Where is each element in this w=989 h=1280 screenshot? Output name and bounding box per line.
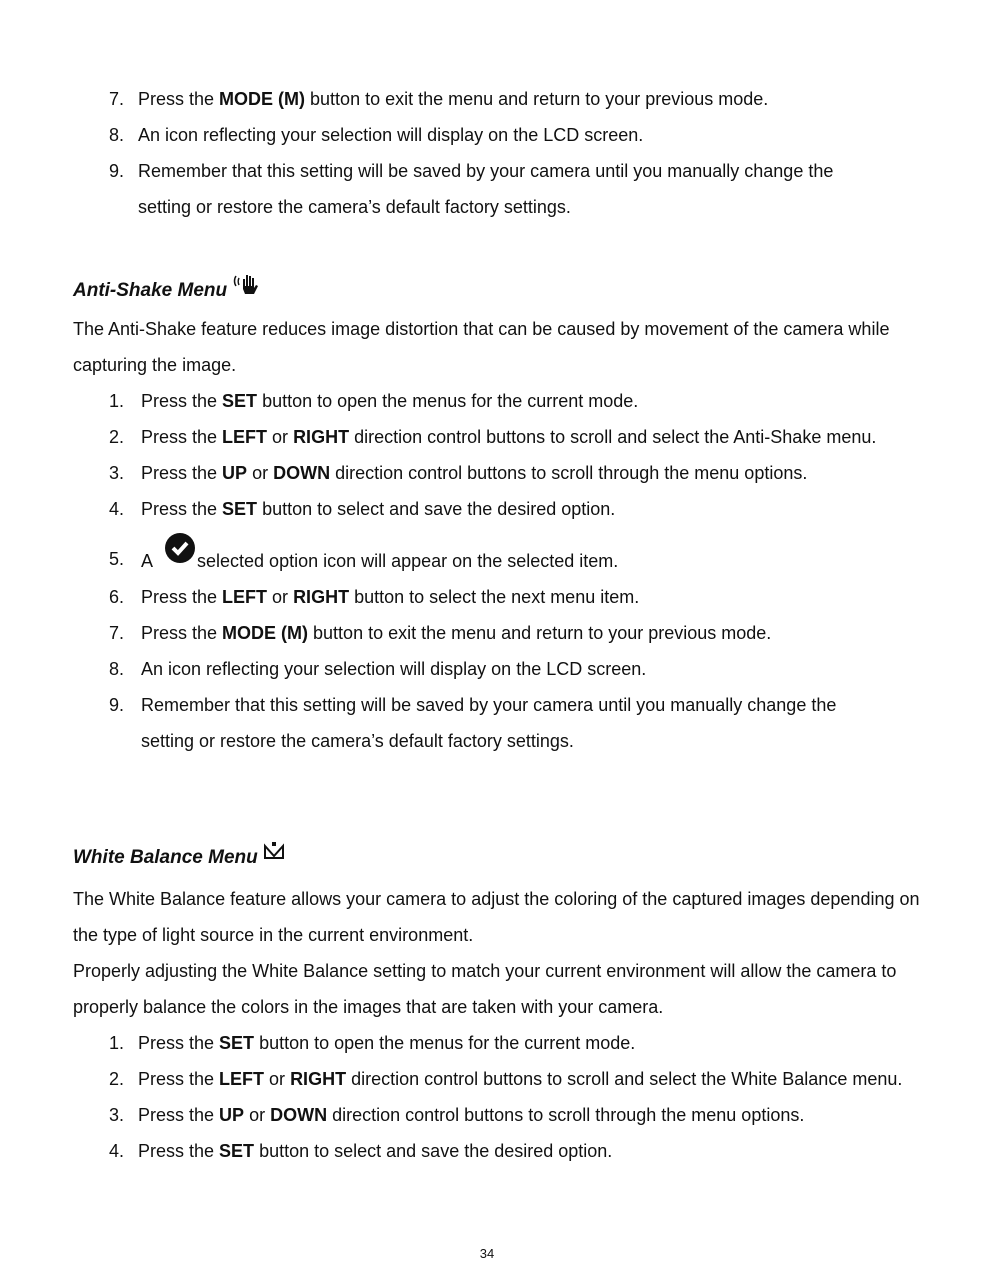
list-item bbox=[0, 687, 890, 759]
item-text: button to select and save the desired option. bbox=[254, 1141, 613, 1161]
check-circle-icon bbox=[165, 533, 195, 563]
item-number: 7. bbox=[108, 623, 124, 643]
item-text: Press the bbox=[141, 623, 223, 643]
bold-button-name: RIGHT bbox=[293, 587, 350, 607]
item-text: selected option icon will appear on the selected item. bbox=[197, 551, 619, 571]
white-balance-icon bbox=[263, 847, 285, 868]
list-item bbox=[0, 1061, 910, 1097]
hand-shake-icon bbox=[232, 280, 260, 301]
item-text: A bbox=[141, 551, 158, 571]
item-text: Press the bbox=[141, 587, 223, 607]
item-text: button to exit the menu and return to your previous mode. bbox=[305, 89, 769, 109]
item-text: An icon reflecting your selection will display on the LCD screen. bbox=[138, 125, 644, 145]
item-text: button to open the menus for the current mode. bbox=[257, 391, 639, 411]
bold-button-name: MODE (M) bbox=[222, 623, 309, 643]
list-item bbox=[0, 1097, 910, 1133]
item-number: 9. bbox=[108, 161, 124, 181]
list-item bbox=[0, 419, 890, 455]
item-text: or bbox=[247, 463, 274, 483]
item-number: 4. bbox=[108, 1141, 124, 1161]
item-text: direction control buttons to scroll through the menu options. bbox=[330, 463, 808, 483]
item-text: button to exit the menu and return to your previous mode. bbox=[308, 623, 772, 643]
item-number: 1. bbox=[108, 1033, 124, 1053]
item-text: Press the bbox=[138, 1141, 220, 1161]
item-text: or bbox=[264, 1069, 291, 1089]
item-text: direction control buttons to scroll through the menu options. bbox=[327, 1105, 805, 1125]
list-item bbox=[0, 81, 890, 117]
anti-shake-heading bbox=[73, 273, 260, 309]
heading-text: White Balance Menu bbox=[73, 847, 258, 868]
item-text: or bbox=[244, 1105, 271, 1125]
bold-button-name: SET bbox=[219, 1033, 255, 1053]
item-number: 3. bbox=[108, 463, 124, 483]
item-number: 7. bbox=[108, 89, 124, 109]
item-text: Press the bbox=[141, 391, 223, 411]
item-text: Press the bbox=[141, 463, 223, 483]
anti-shake-section bbox=[0, 311, 989, 759]
bold-button-name: LEFT bbox=[222, 587, 268, 607]
list-item bbox=[0, 527, 890, 579]
bold-button-name: RIGHT bbox=[293, 427, 350, 447]
bold-button-name: RIGHT bbox=[290, 1069, 347, 1089]
bold-button-name: LEFT bbox=[222, 427, 268, 447]
steps-list bbox=[0, 1025, 910, 1169]
list-continued bbox=[0, 81, 989, 225]
list-item bbox=[0, 1133, 910, 1169]
paragraph: Properly adjusting the White Balance setting to match your current environment will allow the camera to properly balance the colors in the images that are taken with your camera. bbox=[73, 961, 897, 1017]
item-number: 6. bbox=[108, 587, 124, 607]
paragraph: The Anti-Shake feature reduces image distortion that can be caused by movement of the camera while capturing the image. bbox=[73, 319, 890, 375]
item-text: button to select and save the desired option. bbox=[257, 499, 616, 519]
bold-button-name: LEFT bbox=[219, 1069, 265, 1089]
item-number: 2. bbox=[108, 1069, 124, 1089]
item-text: An icon reflecting your selection will display on the LCD screen. bbox=[141, 659, 647, 679]
list-item bbox=[0, 153, 890, 225]
item-text: Press the bbox=[138, 1033, 220, 1053]
item-number: 5. bbox=[108, 549, 124, 569]
paragraph: The White Balance feature allows your camera to adjust the coloring of the captured images depending on the type of light source in the current environment. bbox=[73, 889, 920, 945]
item-number: 4. bbox=[108, 499, 124, 519]
item-text: or bbox=[267, 427, 294, 447]
item-number: 3. bbox=[108, 1105, 124, 1125]
item-text: or bbox=[267, 587, 294, 607]
item-number: 2. bbox=[108, 427, 124, 447]
list-item bbox=[0, 579, 890, 615]
list-item bbox=[0, 383, 890, 419]
item-number: 8. bbox=[108, 659, 124, 679]
bold-button-name: SET bbox=[222, 499, 258, 519]
item-number: 1. bbox=[108, 391, 124, 411]
item-text: Remember that this setting will be saved by your camera until you manually change the setting or restore the camera’s default factory settings. bbox=[138, 161, 834, 217]
item-text: Press the bbox=[138, 1069, 220, 1089]
item-text: Press the bbox=[141, 499, 223, 519]
heading-text: Anti-Shake Menu bbox=[73, 280, 228, 301]
item-number: 8. bbox=[108, 125, 124, 145]
list-item bbox=[0, 491, 890, 527]
white-balance-section bbox=[0, 881, 989, 1169]
bold-button-name: DOWN bbox=[270, 1105, 328, 1125]
steps-list bbox=[0, 81, 890, 225]
list-item bbox=[0, 651, 890, 687]
item-text: Press the bbox=[138, 89, 220, 109]
white-balance-heading bbox=[73, 840, 285, 876]
bold-button-name: MODE (M) bbox=[219, 89, 306, 109]
item-text: button to open the menus for the current mode. bbox=[254, 1033, 636, 1053]
item-text: Remember that this setting will be saved by your camera until you manually change the setting or restore the camera’s default factory settings. bbox=[141, 695, 837, 751]
item-text: direction control buttons to scroll and select the White Balance menu. bbox=[346, 1069, 903, 1089]
item-text: Press the bbox=[141, 427, 223, 447]
page-number: 34 bbox=[479, 1246, 495, 1261]
item-number: 9. bbox=[108, 695, 124, 715]
bold-button-name: DOWN bbox=[273, 463, 331, 483]
list-item bbox=[0, 615, 890, 651]
item-text: button to select the next menu item. bbox=[349, 587, 640, 607]
steps-list bbox=[0, 383, 890, 759]
bold-button-name: UP bbox=[222, 463, 248, 483]
bold-button-name: UP bbox=[219, 1105, 245, 1125]
item-text: direction control buttons to scroll and select the Anti-Shake menu. bbox=[349, 427, 877, 447]
list-item bbox=[0, 455, 890, 491]
list-item bbox=[0, 1025, 910, 1061]
list-item bbox=[0, 117, 890, 153]
item-text: Press the bbox=[138, 1105, 220, 1125]
bold-button-name: SET bbox=[219, 1141, 255, 1161]
bold-button-name: SET bbox=[222, 391, 258, 411]
